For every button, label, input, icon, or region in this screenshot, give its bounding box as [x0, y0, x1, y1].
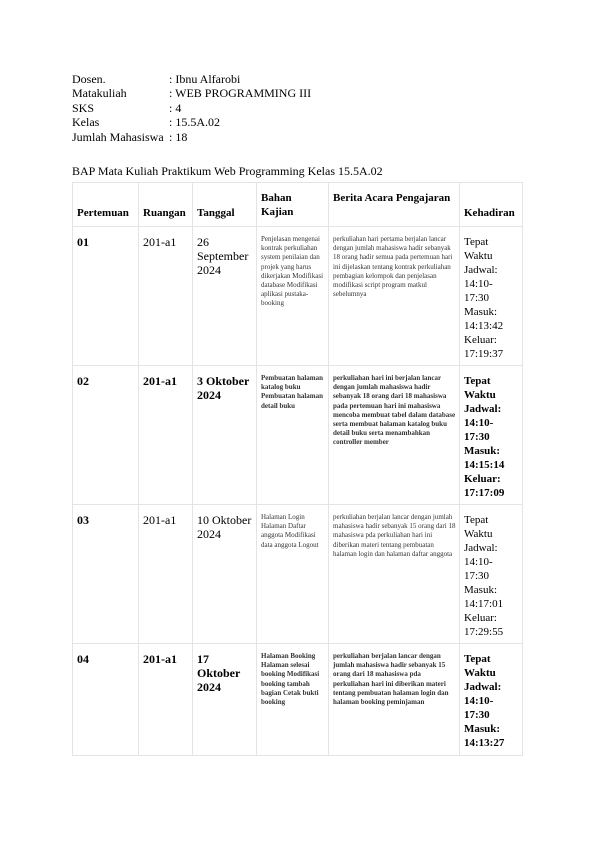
info-value: : WEB PROGRAMMING III	[169, 86, 312, 101]
kehadiran-line: Masuk:	[464, 723, 501, 735]
table-row	[73, 227, 523, 366]
cell-bahan-kajian: Pembuatan halaman katalog buku Pembuatan halaman detail buku	[257, 366, 329, 505]
cell-kehadiran	[460, 366, 523, 505]
kehadiran-line: 14:10-	[464, 695, 494, 707]
cell-ruangan: 201-a1	[139, 505, 193, 644]
kehadiran-line: 14:17:01	[464, 598, 504, 610]
cell-tanggal: 26 September 2024	[193, 227, 257, 366]
info-row-matakuliah	[72, 86, 311, 100]
cell-pertemuan: 01	[73, 227, 139, 366]
header-kehadiran: Kehadiran	[460, 183, 523, 227]
cell-bahan-kajian: Halaman Login Halaman Daftar anggota Modifikasi data anggota Logout	[257, 505, 329, 644]
info-label: SKS	[72, 100, 95, 115]
course-info	[72, 72, 311, 144]
kehadiran-line: 17:30	[464, 431, 490, 443]
header-pertemuan: Pertemuan	[73, 183, 139, 227]
cell-ruangan: 201-a1	[139, 366, 193, 505]
kehadiran-line: Waktu	[464, 389, 496, 401]
kehadiran-line: 14:10-	[464, 556, 493, 568]
info-value: : 18	[169, 129, 188, 144]
cell-bahan-kajian: Halaman Booking Halaman selesai booking Modifikasi booking tambah bagian Cetak bukti booking	[257, 644, 329, 756]
kehadiran-line: 17:30	[464, 292, 490, 304]
kehadiran-line: Jadwal:	[464, 681, 502, 693]
kehadiran-line: Waktu	[464, 528, 493, 540]
kehadiran-line: Keluar:	[464, 334, 497, 346]
cell-berita-acara: perkuliahan berjalan lancar dengan jumlah mahasiswa hadir sebanyak 15 orang dari 18 mahasiswa pda perkuliahan hari ini diberikan materi tentang pembuatan halaman login dan halaman booking peminjaman	[329, 644, 460, 756]
header-bahan-kajian: Bahan Kajian	[257, 183, 329, 227]
kehadiran-line: 14:13:42	[464, 320, 504, 332]
kehadiran-line: 14:13:27	[464, 737, 505, 749]
table-row	[73, 505, 523, 644]
header-ruangan: Ruangan	[139, 183, 193, 227]
kehadiran-line: 17:19:37	[464, 348, 504, 360]
kehadiran-line: 14:10-	[464, 417, 494, 429]
info-label: Jumlah Mahasiswa	[72, 129, 164, 144]
report-title: BAP Mata Kuliah Praktikum Web Programming Kelas 15.5A.02	[72, 164, 383, 178]
cell-kehadiran	[460, 505, 523, 644]
info-value: : 15.5A.02	[169, 115, 220, 130]
table-header-row	[73, 183, 523, 227]
cell-ruangan: 201-a1	[139, 227, 193, 366]
cell-kehadiran	[460, 227, 523, 366]
table-row	[73, 644, 523, 756]
kehadiran-line: Masuk:	[464, 445, 501, 457]
kehadiran-line: Keluar:	[464, 473, 501, 485]
kehadiran-line: 17:29:55	[464, 626, 504, 638]
cell-pertemuan: 02	[73, 366, 139, 505]
header-tanggal: Tanggal	[193, 183, 257, 227]
info-row-jumlah-mahasiswa	[72, 130, 311, 144]
info-row-sks	[72, 101, 311, 115]
cell-kehadiran	[460, 644, 523, 756]
cell-ruangan: 201-a1	[139, 644, 193, 756]
info-value: : 4	[169, 100, 182, 115]
info-label: Dosen.	[72, 72, 106, 86]
kehadiran-line: Tepat	[464, 375, 491, 387]
kehadiran-line: 14:10-	[464, 278, 493, 290]
info-label: Matakuliah	[72, 86, 127, 101]
cell-berita-acara: perkuliahan berjalan lancar dengan jumlah mahasiswa hadir sebanyak 15 orang dari 18 mahasiswa pda perkuliahan hari ini diberikan materi tentang pembuatan halaman login dan halaman daftar anggota	[329, 505, 460, 644]
kehadiran-line: Jadwal:	[464, 264, 498, 276]
cell-pertemuan: 03	[73, 505, 139, 644]
table-row	[73, 366, 523, 505]
cell-tanggal: 17 Oktober 2024	[193, 644, 257, 756]
cell-berita-acara: perkuliahan hari ini berjalan lancar dengan jumlah mahasiswa hadir sebanyak 18 orang dari 18 mahasiswa pada pertemuan hari ini mahasiswa mencoba membuat tabel dalam database serta membuat halaman katalog buku detail buku serta menambahkan controller member	[329, 366, 460, 505]
kehadiran-line: Waktu	[464, 667, 496, 679]
kehadiran-line: Jadwal:	[464, 542, 498, 554]
kehadiran-line: Keluar:	[464, 612, 497, 624]
header-berita-acara: Berita Acara Pengajaran	[329, 183, 460, 227]
info-value: : Ibnu Alfarobi	[169, 72, 241, 86]
cell-tanggal: 3 Oktober 2024	[193, 366, 257, 505]
kehadiran-line: Jadwal:	[464, 403, 502, 415]
kehadiran-line: Tepat	[464, 236, 489, 248]
cell-pertemuan: 04	[73, 644, 139, 756]
kehadiran-line: Masuk:	[464, 584, 497, 596]
kehadiran-line: 17:30	[464, 709, 490, 721]
cell-bahan-kajian: Penjelasan mengenai kontrak perkuliahan system penilaian dan projek yang harus dikerjakan Modifikasi database Modifikasi aplikasi pustaka-booking	[257, 227, 329, 366]
info-label: Kelas	[72, 115, 100, 130]
kehadiran-line: Tepat	[464, 514, 489, 526]
cell-tanggal: 10 Oktober 2024	[193, 505, 257, 644]
kehadiran-line: Masuk:	[464, 306, 497, 318]
info-row-kelas	[72, 115, 311, 129]
info-row-dosen	[72, 72, 311, 86]
kehadiran-line: 14:15:14	[464, 459, 505, 471]
kehadiran-line: Waktu	[464, 250, 493, 262]
kehadiran-line: 17:17:09	[464, 487, 505, 499]
kehadiran-line: Tepat	[464, 653, 491, 665]
bap-table	[72, 182, 523, 756]
kehadiran-line: 17:30	[464, 570, 490, 582]
cell-berita-acara: perkuliahan hari pertama berjalan lancar dengan jumlah mahasiswa hadir sebanyak 18 orang hadir semua pada pertemuan hari ini dijelaskan tentang kontrak perkuliahan pembagian kelompok dan penjelasan modifikasi script program matkul sebelumnya	[329, 227, 460, 366]
